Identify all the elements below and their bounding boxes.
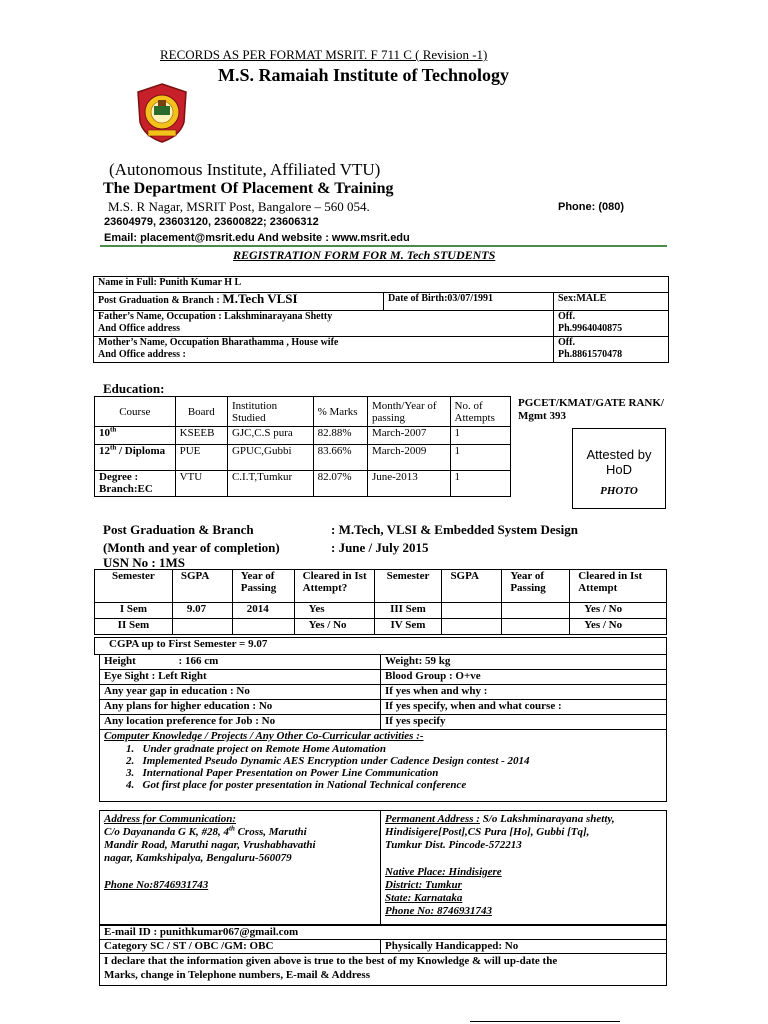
table-row (95, 427, 511, 445)
semester-cell (502, 603, 570, 619)
semester-cell (232, 619, 294, 635)
edu-cell: June-2013 (367, 471, 450, 497)
declaration-line2: Marks, change in Telephone numbers, E-mail & Address (104, 969, 370, 981)
semester-header-cell: SGPA (442, 570, 502, 603)
semester-cell: III Sem (374, 603, 442, 619)
edu-header-cell: Month/Year of passing (367, 397, 450, 427)
year-gap-field: Any year gap in education : No (100, 685, 381, 700)
category-field: Category SC / ST / OBC /GM: OBC (100, 940, 381, 954)
edu-cell: 82.88% (313, 427, 367, 445)
form-title: REGISTRATION FORM FOR M. Tech STUDENTS (233, 248, 496, 262)
mother-office: And Office address : (98, 349, 186, 360)
usn-field: USN No : 1MS (103, 555, 185, 570)
semester-header-cell: Year of Passing (502, 570, 570, 603)
photo-label: PHOTO (600, 485, 638, 497)
pg-branch-value: M.Tech VLSI (222, 291, 298, 306)
edu-cell: GPUC,Gubbi (227, 445, 313, 471)
higher-education-field: Any plans for higher education : No (100, 700, 381, 715)
comm-address-line3: nagar, Kamkshipalya, Bengaluru-560079 (104, 852, 292, 864)
pg-branch-label-2: Post Graduation & Branch (103, 522, 254, 537)
table-row (95, 603, 667, 619)
mother-line: Mother’s Name, Occupation Bharathamma , House wife (98, 337, 339, 348)
location-field: Any location preference for Job : No (100, 715, 381, 730)
semester-cell: 9.07 (172, 603, 232, 619)
cgpa-field: CGPA up to First Semester = 9.07 (95, 638, 667, 655)
pg-branch-value-2: : M.Tech, VLSI & Embedded System Design (331, 522, 579, 537)
semester-cell: Yes / No (570, 619, 667, 635)
edu-cell: C.I.T,Tumkur (227, 471, 313, 497)
comm-address-line2: Mandir Road, Maruthi nagar, Vrushabhavathi (104, 839, 316, 851)
address-table (99, 810, 667, 925)
weight-field: Weight: 59 kg (381, 655, 667, 670)
edu-cell: GJC,C.S pura (227, 427, 313, 445)
details-table (99, 654, 667, 802)
pgcet-rank: PGCET/KMAT/GATE RANK/ Mgmt 393 (518, 397, 664, 422)
semester-table (94, 569, 667, 635)
semester-header-cell: Year of Passing (232, 570, 294, 603)
semester-cell: Yes (294, 603, 374, 619)
table-row (95, 471, 511, 497)
semester-cell: IV Sem (374, 619, 442, 635)
declaration-line1: I declare that the information given above is true to the best of my Knowledge & will up-date the (104, 955, 558, 967)
table-row (95, 619, 667, 635)
institute-logo-icon (134, 82, 190, 144)
edu-header-cell: Board (175, 397, 227, 427)
semester-cell (502, 619, 570, 635)
email-website: Email: placement@msrit.edu And website : www.msrit.edu (104, 232, 410, 244)
height-value: : 166 cm (178, 655, 219, 667)
edu-cell: 1 (450, 427, 510, 445)
edu-cell: 1 (450, 445, 510, 471)
perm-address-line1: S/o Lakshminarayana shetty, (479, 813, 615, 825)
mother-off-label: Off. (558, 337, 575, 348)
phone-numbers: 23604979, 23603120, 23600822; 23606312 (104, 216, 319, 228)
blood-group-field: Blood Group : O+ve (381, 670, 667, 685)
semester-cell: Yes / No (570, 603, 667, 619)
edu-cell: KSEEB (175, 427, 227, 445)
semester-cell: 2014 (232, 603, 294, 619)
native-place: Native Place: Hindisigere (385, 866, 502, 878)
semester-cell (172, 619, 232, 635)
education-label: Education: (103, 381, 165, 396)
father-off-label: Off. (558, 311, 575, 322)
semester-header-cell: Cleared in Ist Attempt (570, 570, 667, 603)
edu-cell: 83.66% (313, 445, 367, 471)
edu-cell: 1 (450, 471, 510, 497)
activities-list (104, 743, 662, 791)
attested-label: Attested by HoD (586, 447, 652, 477)
semester-cell (442, 603, 502, 619)
edu-cell: 82.07% (313, 471, 367, 497)
edu-cell: March-2009 (367, 445, 450, 471)
perm-address-title: Permanent Address : (385, 813, 480, 825)
edu-header-cell: Institution Studied (227, 397, 313, 427)
perm-address-line2: Hindisigere[Post],CS Pura [Ho], Gubbi [Tq], (385, 826, 590, 838)
edu-header-cell: % Marks (313, 397, 367, 427)
location-spec: If yes specify (381, 715, 667, 730)
edu-header-cell: Course (95, 397, 176, 427)
completion-value: : June / July 2015 (331, 540, 429, 555)
edu-header-cell: No. of Attempts (450, 397, 510, 427)
photo-box (572, 428, 666, 509)
comm-phone: Phone No:8746931743 (104, 879, 209, 891)
department-name: The Department Of Placement & Training (103, 180, 394, 197)
mother-phone: Ph.8861570478 (558, 349, 623, 360)
semester-cell: I Sem (95, 603, 173, 619)
semester-header-cell: Semester (95, 570, 173, 603)
height-label: Height (104, 655, 136, 667)
sex-field: Sex:MALE (554, 293, 669, 311)
cgpa-table (94, 637, 667, 655)
eyesight-field: Eye Sight : Left Right (100, 670, 381, 685)
email-field: E-mail ID : punithkumar067@gmail.com (100, 926, 667, 940)
format-line: RECORDS AS PER FORMAT MSRIT. F 711 C ( Revision -1) (160, 47, 488, 62)
semester-cell: II Sem (95, 619, 173, 635)
phone-label: Phone: (080) (558, 201, 625, 213)
dob-field: Date of Birth:03/07/1991 (384, 293, 554, 311)
institute-address: M.S. R Nagar, MSRIT Post, Bangalore – 560 054. (108, 199, 370, 214)
semester-cell (442, 619, 502, 635)
perm-phone: Phone No: 8746931743 (385, 905, 492, 917)
personal-details-table (93, 276, 669, 363)
activities-title: Computer Knowledge / Projects / Any Other Co-Curricular activities :- (104, 730, 424, 742)
edu-cell: Degree : Branch:EC (95, 471, 176, 497)
semester-header-cell: Cleared in Ist Attempt? (294, 570, 374, 603)
activity-item: 3. International Paper Presentation on Power Line Communication (126, 767, 439, 779)
father-phone: Ph.9964040875 (558, 323, 623, 334)
activity-item: 2. Implemented Pseudo Dynamic AES Encryption under Cadence Design contest - 2014 (126, 755, 530, 767)
completion-label: (Month and year of completion) (103, 540, 280, 555)
autonomous-line: (Autonomous Institute, Affiliated VTU) (109, 160, 381, 179)
father-line: Father’s Name, Occupation : Lakshminarayana Shetty (98, 311, 333, 322)
district: District: Tumkur (385, 879, 462, 891)
header-divider (100, 245, 667, 247)
institute-name: M.S. Ramaiah Institute of Technology (218, 65, 510, 85)
semester-cell: Yes / No (294, 619, 374, 635)
handicapped-field: Physically Handicapped: No (381, 940, 667, 954)
year-gap-why: If yes when and why : (381, 685, 667, 700)
activity-item: 1. Under gradnate project on Remote Home Automation (126, 743, 386, 755)
pg-branch-label: Post Graduation & Branch : (98, 295, 220, 306)
edu-cell: March-2007 (367, 427, 450, 445)
semester-header-cell: Semester (374, 570, 442, 603)
comm-address-line1: C/o Dayananda G K, #28, 4th Cross, Maruthi (104, 824, 307, 838)
comm-address-title: Address for Communication: (104, 813, 237, 825)
footer-table (99, 925, 667, 986)
activity-item: 4. Got first place for poster presentation in National Technical conference (126, 779, 467, 791)
perm-address-line3: Tumkur Dist. Pincode-572213 (385, 839, 522, 851)
signature-line (470, 1021, 620, 1022)
education-table (94, 396, 511, 497)
semester-header-cell: SGPA (172, 570, 232, 603)
name-field: Name in Full: Punith Kumar H L (94, 277, 669, 293)
edu-cell: VTU (175, 471, 227, 497)
higher-education-spec: If yes specify, when and what course : (381, 700, 667, 715)
edu-cell: 10th (95, 427, 176, 445)
father-office: And Office address (98, 323, 181, 334)
state: State: Karnataka (385, 892, 463, 904)
edu-cell: 12th / Diploma (95, 445, 176, 471)
table-row (95, 445, 511, 471)
edu-cell: PUE (175, 445, 227, 471)
